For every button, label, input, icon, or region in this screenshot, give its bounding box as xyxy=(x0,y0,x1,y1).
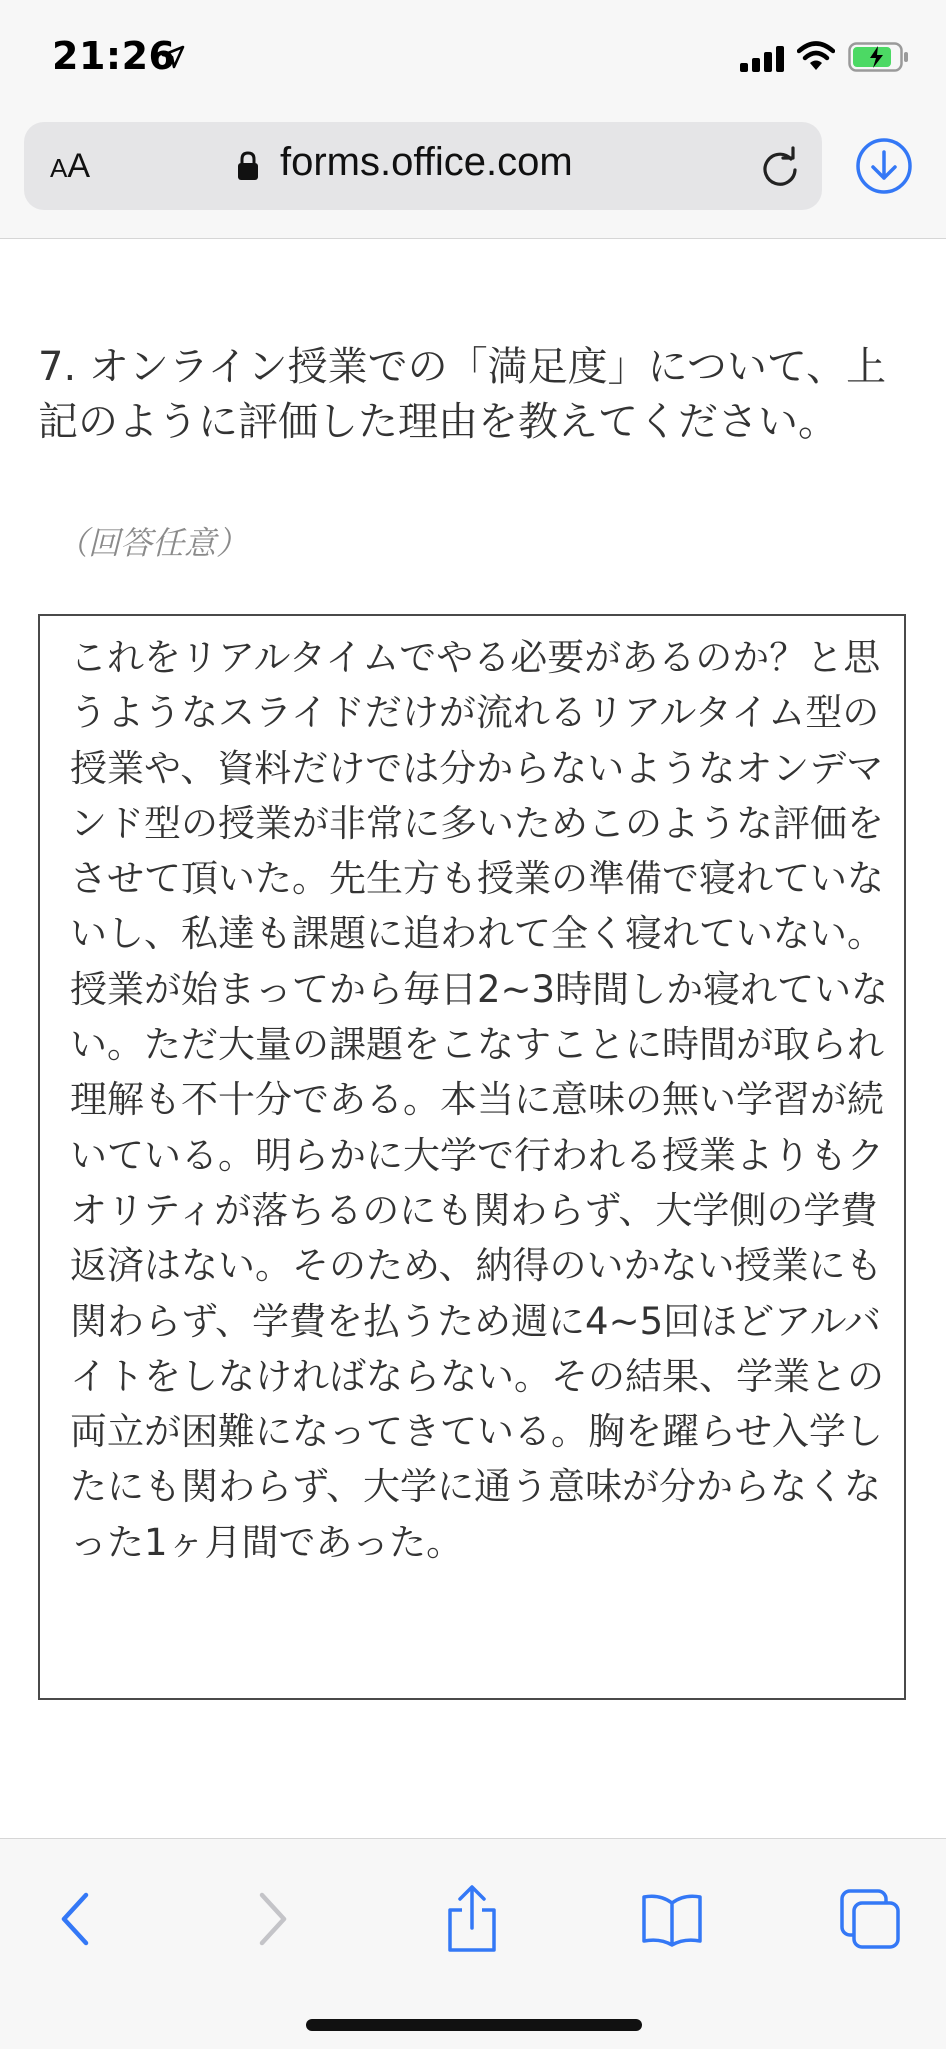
lock-icon xyxy=(236,150,260,182)
answer-text[interactable]: これをリアルタイムでやる必要があるのか？と思うようなスライドだけが流れるリアルタイム型の授業や、資料だけでは分からないようなオンデマンド型の授業が非常に多いためこのような評価をさせて頂いた。先生方も授業の準備で寝れていないし、私達も課題に追われて全く寝れていない。授業が始まってから毎日2~3時間しか寝れていない。ただ大量の課題をこなすことに時間が取られ理解も不十分である。本当に意味の無い学習が続いている。明らかに大学で行われる授業よりもクオリティが落ちるのにも関わらず、大学側の学費返済はない。そのため、納得のいかない授業にも関わらず、学費を払うため週に4~5回ほどアルバイトをしなければならない。その結果、学業との両立が困難になってきている。胸を躍らせ入学したにも関わらず、大学に通う意味が分からなくなった1ヶ月間であった。 xyxy=(70,636,889,1564)
text-size-button[interactable]: AA xyxy=(50,147,91,185)
bottom-toolbar xyxy=(0,1838,946,2049)
browser-address-area xyxy=(0,118,946,239)
status-time: 21:26 xyxy=(52,34,176,78)
share-icon xyxy=(444,1884,500,1954)
reload-icon[interactable] xyxy=(758,146,802,190)
forward-button[interactable] xyxy=(232,1879,312,1959)
home-indicator[interactable] xyxy=(306,2019,642,2031)
back-icon xyxy=(56,1891,96,1947)
back-button[interactable] xyxy=(36,1879,116,1959)
forward-icon xyxy=(252,1891,292,1947)
status-bar xyxy=(0,0,946,118)
download-icon[interactable] xyxy=(854,136,914,196)
address-bar[interactable] xyxy=(24,122,822,210)
tabs-icon xyxy=(838,1887,902,1951)
battery-charging-icon xyxy=(848,42,910,72)
bookmarks-button[interactable] xyxy=(632,1879,712,1959)
location-arrow-icon xyxy=(160,44,186,70)
answer-textarea[interactable] xyxy=(38,614,906,1700)
share-button[interactable] xyxy=(432,1879,512,1959)
url-text[interactable]: forms.office.com xyxy=(280,140,573,184)
bookmarks-icon xyxy=(640,1891,704,1947)
tabs-button[interactable] xyxy=(830,1879,910,1959)
wifi-icon xyxy=(797,40,835,72)
optional-label: （回答任意） xyxy=(56,524,249,562)
cellular-signal-icon xyxy=(740,46,786,72)
question-title: 7. オンライン授業での「満足度」について、上記のように評価した理由を教えてください。 xyxy=(38,344,887,445)
